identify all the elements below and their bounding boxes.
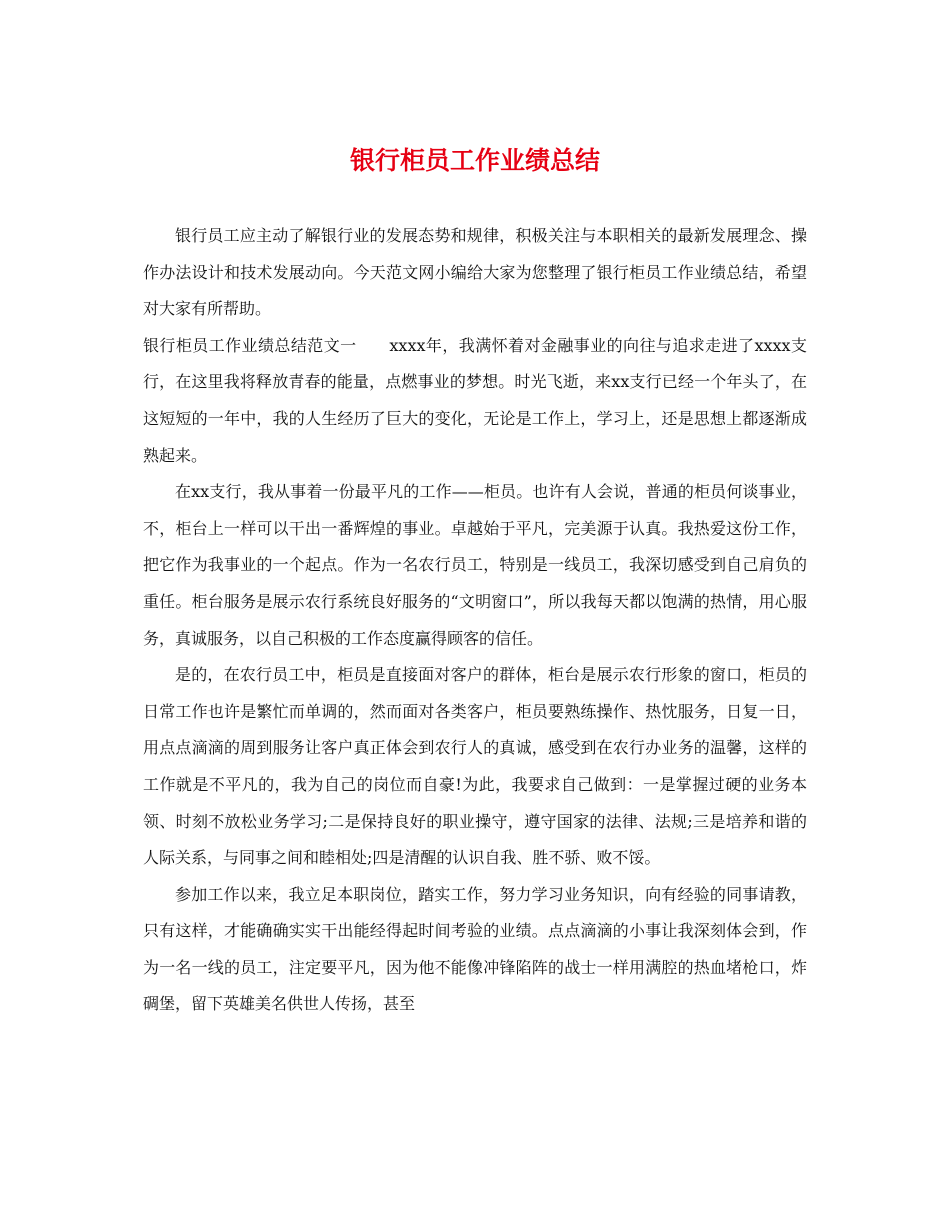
document-title: 银行柜员工作业绩总结 [349, 146, 600, 175]
document-body [143, 218, 807, 1023]
paragraph-teller-job: 在xx支行，我从事着一份最平凡的工作——柜员。也许有人会说，普通的柜员何谈事业，不，柜台上一样可以干出一番辉煌的事业。卓越始于平凡，完美源于认真。我热爱这份工作，把它作为我事业的一个起点。作为一名农行员工，特别是一线员工，我深切感受到自己肩负的重任。柜台服务是展示农行系统良好服务的“文明窗口”，所以我每天都以饱满的热情，用心服务，真诚服务，以自己积极的工作态度赢得顾客的信任。 [143, 482, 807, 648]
paragraph-intro: 银行员工应主动了解银行业的发展态势和规律，积极关注与本职相关的最新发展理念、操作办法设计和技术发展动向。今天范文网小编给大家为您整理了银行柜员工作业绩总结，希望对大家有所帮助。 [143, 226, 807, 319]
paragraph-sample-one: 银行柜员工作业绩总结范文一 xxxx年，我满怀着对金融事业的向往与追求走进了xxxx支行，在这里我将释放青春的能量，点燃事业的梦想。时光飞逝，来xx支行已经一个年头了，在这短短的一年中，我的人生经历了巨大的变化，无论是工作上，学习上，还是思想上都逐渐成熟起来。 [143, 335, 807, 465]
paragraph-teller-role: 是的，在农行员工中，柜员是直接面对客户的群体，柜台是展示农行形象的窗口，柜员的日常工作也许是繁忙而单调的，然而面对各类客户，柜员要熟练操作、热忱服务，日复一日，用点点滴滴的周到服务让客户真正体会到农行人的真诚，感受到在农行办业务的温馨，这样的工作就是不平凡的，我为自己的岗位而自豪!为此，我要求自己做到：一是掌握过硬的业务本领、时刻不放松业务学习;二是保持良好的职业操守，遵守国家的法律、法规;三是培养和谐的人际关系，与同事之间和睦相处;四是清醒的认识自我、胜不骄、败不馁。 [143, 665, 807, 868]
paragraph-work-since: 参加工作以来，我立足本职岗位，踏实工作，努力学习业务知识，向有经验的同事请教，只有这样，才能确确实实干出能经得起时间考验的业绩。点点滴滴的小事让我深刻体会到，作为一名一线的员工，注定要平凡，因为他不能像冲锋陷阵的战士一样用满腔的热血堵枪口，炸碉堡，留下英雄美名供世人传扬，甚至 [143, 884, 807, 1014]
